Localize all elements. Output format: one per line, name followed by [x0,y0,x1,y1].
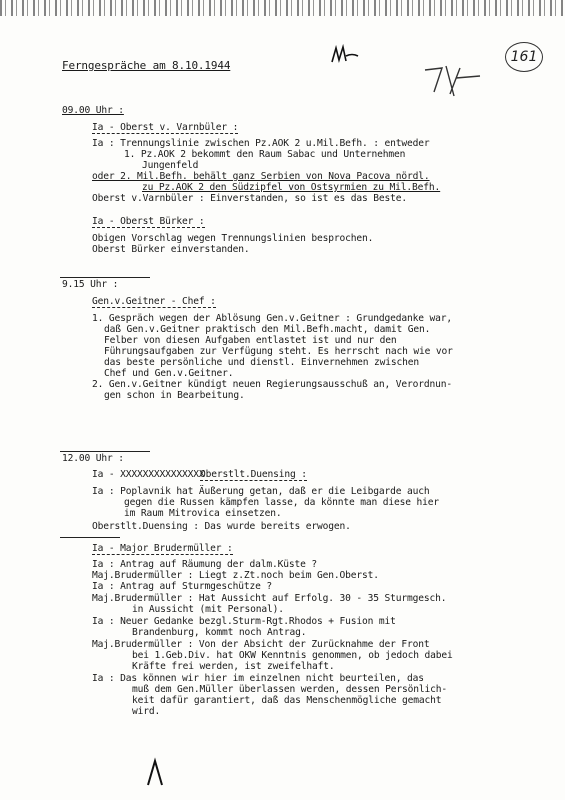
text-line: daß Gen.v.Geitner praktisch den Mil.Befh.macht, damit Gen. [104,324,431,335]
text-line: Brandenburg, kommt noch Antrag. [132,627,307,638]
text-line: Chef und Gen.v.Geitner. [104,368,234,379]
document-title: Ferngespräche am 8.10.1944 [62,59,231,72]
text-line: Ia : Neuer Gedanke bezgl.Sturm-Rgt.Rhodos + Fusion mit [92,616,396,627]
section-time: 9.15 Uhr : [62,279,119,290]
text-line: Kräfte frei werden, ist zweifelhaft. [132,661,335,672]
text-line: wird. [132,706,161,717]
text-line: Maj.Brudermüller : Hat Aussicht auf Erfolg. 30 - 35 Sturmgesch. [92,593,447,604]
call-header: Gen.v.Geitner - Chef : [92,296,216,307]
text-line: bei 1.Geb.Div. hat OKW Kenntnis genommen, ob jedoch dabei [132,650,453,661]
section-divider [60,537,120,538]
text-line: Ia : Das können wir hier im einzelnen nicht beurteilen, das [92,673,424,684]
text-line: Führungsaufgaben zur Verfügung steht. Es herrscht nach wie vor [104,346,453,357]
text-line: Ia : Trennungslinie zwischen Pz.AOK 2 u.Mil.Befh. : entweder [92,138,430,149]
text-line: Ia : Antrag auf Sturmgeschütze ? [92,581,273,592]
text-line: Felber von diesen Aufgaben entlastet ist und nur den [104,335,397,346]
call-header: Ia - Oberst v. Varnbüler : [92,122,239,133]
text-line: 1. Gespräch wegen der Ablösung Gen.v.Geitner : Grundgedanke war, [92,313,453,324]
text-line: Maj.Brudermüller : Von der Absicht der Zurücknahme der Front [92,639,430,650]
text-line: Oberstlt.Duensing : Das wurde bereits erwogen. [92,521,351,532]
call-header: Oberstlt.Duensing : [200,469,307,480]
text-line: im Raum Mitrovica einsetzen. [124,508,282,519]
text-line: gegen die Russen kämpfen lasse, da könnte man diese hier [124,497,440,508]
page-number-stamp [505,42,543,72]
section-time: 12.00 Uhr : [62,453,124,464]
call-header: Ia - Oberst Bürker : [92,216,205,227]
text-line: 1. Pz.AOK 2 bekommt den Raum Sabac und Unternehmen [124,149,406,160]
call-header: Ia - Major Brudermüller : [92,543,233,554]
section-time: 09.00 Uhr : [62,105,124,116]
text-line: gen schon in Bearbeitung. [104,390,245,401]
text-line: zu Pz.AOK 2 den Südzipfel von Ostsyrmien zu Mil.Befh. [142,182,441,193]
text-line: Oberst Bürker einverstanden. [92,244,250,255]
handwritten-mark [420,58,490,98]
text-line: Obigen Vorschlag wegen Trennungslinien besprochen. [92,233,374,244]
struck-text: XXXXXXXXXXXXXXX [120,469,205,480]
call-header-row: Ia - XXXXXXXXXXXXXXX [92,469,205,480]
text-line: in Aussicht (mit Personal). [132,604,284,615]
text-line: muß dem Gen.Müller überlassen werden, dessen Persönlich- [132,684,448,695]
text-line: Ia : Poplavnik hat Äußerung getan, daß er die Leibgarde auch [92,486,430,497]
stamp-number: 161 [510,49,538,65]
text-line: Oberst v.Varnbüler : Einverstanden, so ist es das Beste. [92,193,408,204]
text-line: oder 2. Mil.Befh. behält ganz Serbien von Nova Pacova nördl. [92,171,430,182]
text-line: das beste persönliche und dienstl. Einvernehmen zwischen [104,357,420,368]
text-line: Jungenfeld [142,160,199,171]
text-line: 2. Gen.v.Geitner kündigt neuen Regierungsausschuß an, Verordnun- [92,379,453,390]
handwritten-arrow-mark [145,757,165,787]
section-divider [60,451,150,452]
text-line: Maj.Brudermüller : Liegt z.Zt.noch beim Gen.Oberst. [92,570,379,581]
scan-noise-top [0,0,565,16]
text-line: Ia : Antrag auf Räumung der dalm.Küste ? [92,559,318,570]
section-divider [60,277,150,278]
text-line: keit dafür garantiert, daß das Menschenmögliche gemacht [132,695,442,706]
handwritten-initial [330,44,360,66]
